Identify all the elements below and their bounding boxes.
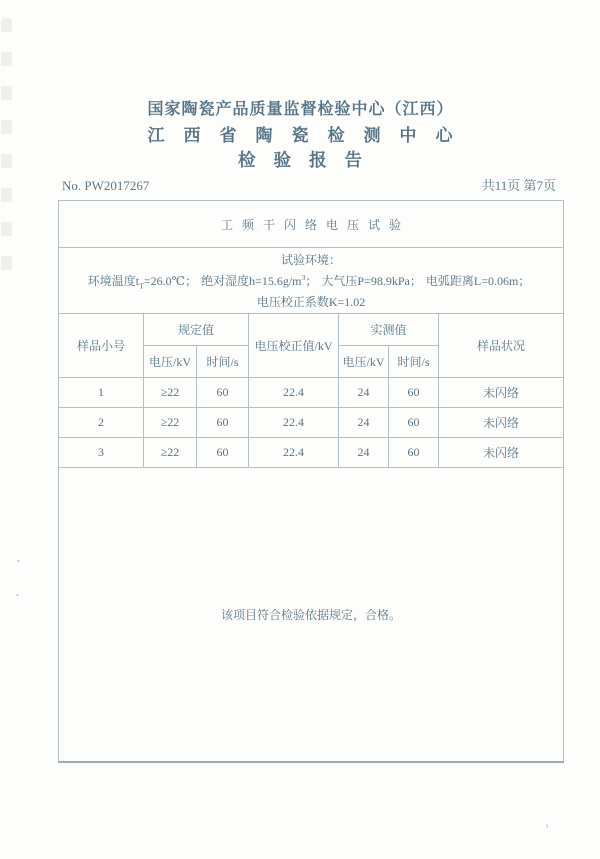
cell-corrected: 22.4 <box>249 378 339 408</box>
header-meas-time: 时间/s <box>389 346 439 378</box>
organization-name-line2: 江西省陶瓷检测中心 <box>147 126 472 145</box>
env-conditions-line <box>65 269 557 294</box>
cell-meas-voltage: 24 <box>339 408 389 438</box>
env-humidity: 绝对湿度$h=15.6g/m^3$； <box>201 273 318 288</box>
cell-spec-time: 60 <box>197 378 249 408</box>
header-sample-condition: 样品状况 <box>439 314 564 378</box>
header-sample-no: 样品小号 <box>59 314 144 378</box>
scan-speck <box>546 824 548 828</box>
header-spec-time: 时间/s <box>197 346 249 378</box>
test-title-row <box>59 201 564 248</box>
scan-speck <box>16 594 19 596</box>
conclusion-text: 该项目符合检验依据规定，合格。 <box>59 468 564 762</box>
header-measured-value: 实测值 <box>339 314 439 346</box>
cell-spec-time: 60 <box>197 408 249 438</box>
cell-sample-no: 3 <box>59 438 144 468</box>
table-row <box>59 438 564 468</box>
table-row <box>59 378 564 408</box>
cell-spec-time: 60 <box>197 438 249 468</box>
cell-condition: 未闪络 <box>439 378 564 408</box>
test-report-table-container <box>58 200 563 763</box>
page-indicator: 共11页 第7页 <box>481 178 556 193</box>
header-specified-value: 规定值 <box>144 314 249 346</box>
cell-sample-no: 1 <box>59 378 144 408</box>
header-corrected-voltage: 电压校正值/kV <box>249 314 339 378</box>
test-title: 工频干闪络电压试验 <box>59 201 564 248</box>
env-arc-distance: 电弧距离L=0.06m； <box>425 274 531 288</box>
cell-meas-time: 60 <box>389 438 439 468</box>
cell-condition: 未闪络 <box>439 408 564 438</box>
cell-meas-time: 60 <box>389 408 439 438</box>
cell-meas-voltage: 24 <box>339 438 389 468</box>
env-pressure: 大气压P=98.9kPa； <box>321 274 422 288</box>
env-temperature: 环境温度$t_T=26.0℃$； <box>87 274 198 291</box>
header-meas-voltage: 电压/kV <box>339 346 389 378</box>
report-number: No. PW2017267 <box>62 178 150 193</box>
cell-sample-no: 2 <box>59 408 144 438</box>
test-environment-row <box>59 248 564 314</box>
cell-spec-voltage: ≥22 <box>144 438 197 468</box>
cell-spec-voltage: ≥22 <box>144 378 197 408</box>
scan-speck <box>17 560 20 562</box>
cell-meas-voltage: 24 <box>339 378 389 408</box>
cell-condition: 未闪络 <box>439 438 564 468</box>
cell-corrected: 22.4 <box>249 438 339 468</box>
cell-spec-voltage: ≥22 <box>144 408 197 438</box>
organization-name-line1: 国家陶瓷产品质量监督检验中心（江西） <box>147 101 454 118</box>
cell-corrected: 22.4 <box>249 408 339 438</box>
conclusion-row <box>59 468 564 762</box>
env-label: 试验环境： <box>281 253 342 267</box>
header-spec-voltage: 电压/kV <box>144 346 197 378</box>
table-row <box>59 408 564 438</box>
document-title: 检验报告 <box>238 150 380 170</box>
env-correction-factor: 电压校正系数K=1.02 <box>256 295 366 310</box>
report-meta-row <box>62 175 556 194</box>
cell-meas-time: 60 <box>389 378 439 408</box>
test-report-table <box>58 200 564 763</box>
table-header-row-1 <box>59 314 564 346</box>
test-environment <box>59 248 564 314</box>
